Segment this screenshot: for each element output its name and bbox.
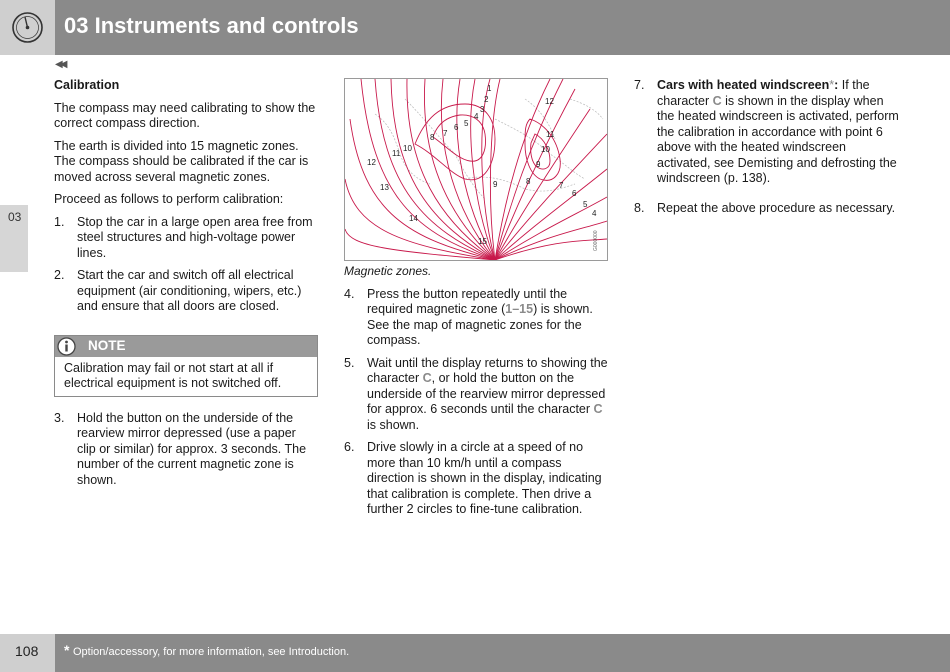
step-number: 1. — [54, 214, 65, 229]
step-text-part: If the character — [657, 78, 870, 108]
zone-range-highlight: 1–15 — [505, 302, 534, 316]
step-text-part: ) is shown. See the map of magnetic zones for the compass. — [367, 302, 593, 347]
header-icon-box — [0, 0, 55, 55]
zone-label: 8 — [526, 177, 531, 186]
step-number: 8. — [634, 200, 645, 215]
zone-label: 11 — [392, 149, 401, 158]
zone-label: 12 — [545, 97, 554, 106]
zone-label: 3 — [480, 105, 485, 114]
zone-label: 5 — [464, 119, 469, 128]
steps-list-3 — [344, 287, 610, 518]
step-text-part: Press the button repeatedly until the required magnetic zone ( — [367, 286, 568, 316]
page-number-box — [0, 634, 55, 672]
list-item — [54, 268, 318, 315]
steps-list-4 — [634, 78, 900, 216]
zone-label: 8 — [430, 133, 435, 142]
back-arrows-icon[interactable]: ◀◀ — [55, 59, 65, 70]
list-item — [54, 215, 318, 262]
magnetic-zones-map — [344, 78, 608, 261]
step-text: Start the car and switch off all electrical equipment (air conditioning, wipers, etc.) and ensure that all doors are closed. — [77, 268, 302, 313]
step-number: 3. — [54, 410, 65, 425]
step-text: Drive slowly in a circle at a speed of no more than 10 km/h until a compass direction is shown in the display, indicating that calibration is complete. Then drive a further 2 circles to fine-tune calibration. — [367, 440, 602, 516]
step-number: 7. — [634, 78, 645, 92]
step-number: 4. — [344, 286, 355, 301]
step-text-part: , or hold the button on the underside of the rearview mirror depressed for approx. 6 seconds until the character — [367, 371, 606, 416]
page-number: 108 — [15, 643, 39, 659]
zone-label: 14 — [409, 214, 418, 223]
figure-caption: Magnetic zones. — [344, 264, 432, 278]
step-text: Hold the button on the underside of the rearview mirror depressed (use a paper clip or similar) for approx. 3 seconds. The number of the current magnetic zone is shown. — [77, 410, 307, 487]
zone-label: 9 — [493, 180, 498, 189]
option-star: * — [829, 78, 835, 92]
list-item — [634, 78, 900, 187]
zone-label: 6 — [572, 189, 577, 198]
image-code: G000000 — [593, 230, 599, 251]
page-footer — [0, 634, 950, 672]
list-item — [344, 356, 610, 434]
zone-label: 1 — [487, 84, 492, 93]
step-colon: : — [834, 78, 839, 92]
note-header — [55, 336, 317, 357]
step-text-part: Wait until the display returns to showing the character — [367, 355, 608, 385]
page-title: 03 Instruments and controls — [64, 13, 359, 38]
footer-star: * — [64, 642, 70, 658]
zone-label: 6 — [454, 123, 459, 132]
section-heading: Calibration — [54, 78, 120, 92]
note-text: Calibration may fail or not start at all if electrical equipment is not switched off. — [64, 360, 282, 390]
step-number: 5. — [344, 355, 355, 370]
zone-label: 4 — [592, 209, 597, 218]
list-item — [54, 411, 318, 489]
character-highlight: C — [712, 93, 722, 108]
chapter-tab[interactable] — [0, 205, 28, 272]
column-middle — [344, 78, 610, 525]
step-text — [657, 78, 900, 187]
steps-list-2 — [54, 411, 318, 489]
character-highlight: C — [593, 402, 603, 416]
paragraph-zones: The earth is divided into 15 magnetic zones. The compass should be calibrated if the car is moved across several magnetic zones. — [54, 138, 309, 184]
zone-label: 12 — [367, 158, 376, 167]
zone-label: 9 — [536, 160, 541, 169]
zone-label: 15 — [478, 237, 487, 246]
zone-label: 10 — [403, 144, 412, 153]
zone-label: 4 — [474, 112, 479, 121]
step-text: Repeat the above procedure as necessary. — [657, 200, 896, 215]
zone-label: 11 — [546, 130, 555, 139]
note-box — [54, 335, 318, 397]
zone-label: 7 — [443, 129, 448, 138]
zone-label: 10 — [541, 145, 550, 154]
list-item — [344, 440, 610, 518]
note-title: NOTE — [88, 337, 126, 353]
map-drawing — [345, 79, 607, 260]
paragraph-proceed: Proceed as follows to perform calibration: — [54, 192, 284, 206]
zone-label: 13 — [380, 183, 389, 192]
steps-list-1 — [54, 215, 318, 315]
step-text — [367, 356, 610, 434]
character-highlight: C — [422, 371, 432, 385]
zone-label: 2 — [484, 95, 489, 104]
step-text — [367, 287, 610, 349]
gauge-icon — [11, 11, 44, 44]
isolines — [345, 79, 607, 260]
step-number: 6. — [344, 440, 355, 454]
step-text-part: is shown. — [367, 417, 420, 432]
step-number: 2. — [54, 268, 65, 282]
column-right — [634, 78, 900, 223]
zone-label: 7 — [559, 181, 564, 190]
list-item — [344, 287, 610, 349]
chapter-tab-label: 03 — [8, 210, 22, 224]
page-header — [0, 0, 950, 55]
zone-label: 5 — [583, 200, 588, 209]
paragraph-intro: The compass may need calibrating to show the correct compass direction. — [54, 100, 316, 130]
column-left — [54, 78, 318, 495]
step-text: Stop the car in a large open area free from steel structures and high-voltage power lines. — [77, 214, 313, 260]
list-item — [634, 201, 900, 217]
step-text-part: is shown in the display when the heated windscreen is activated, perform the calibration in accordance with point 6 above with the heated windscreen activated, see Demisting and defrosting the windscreen (p. 138). — [657, 93, 899, 185]
footer-note: Option/accessory, for more information, see Introduction. — [73, 646, 350, 658]
info-icon — [57, 337, 76, 356]
step-bold-label: Cars with heated windscreen — [657, 78, 830, 92]
